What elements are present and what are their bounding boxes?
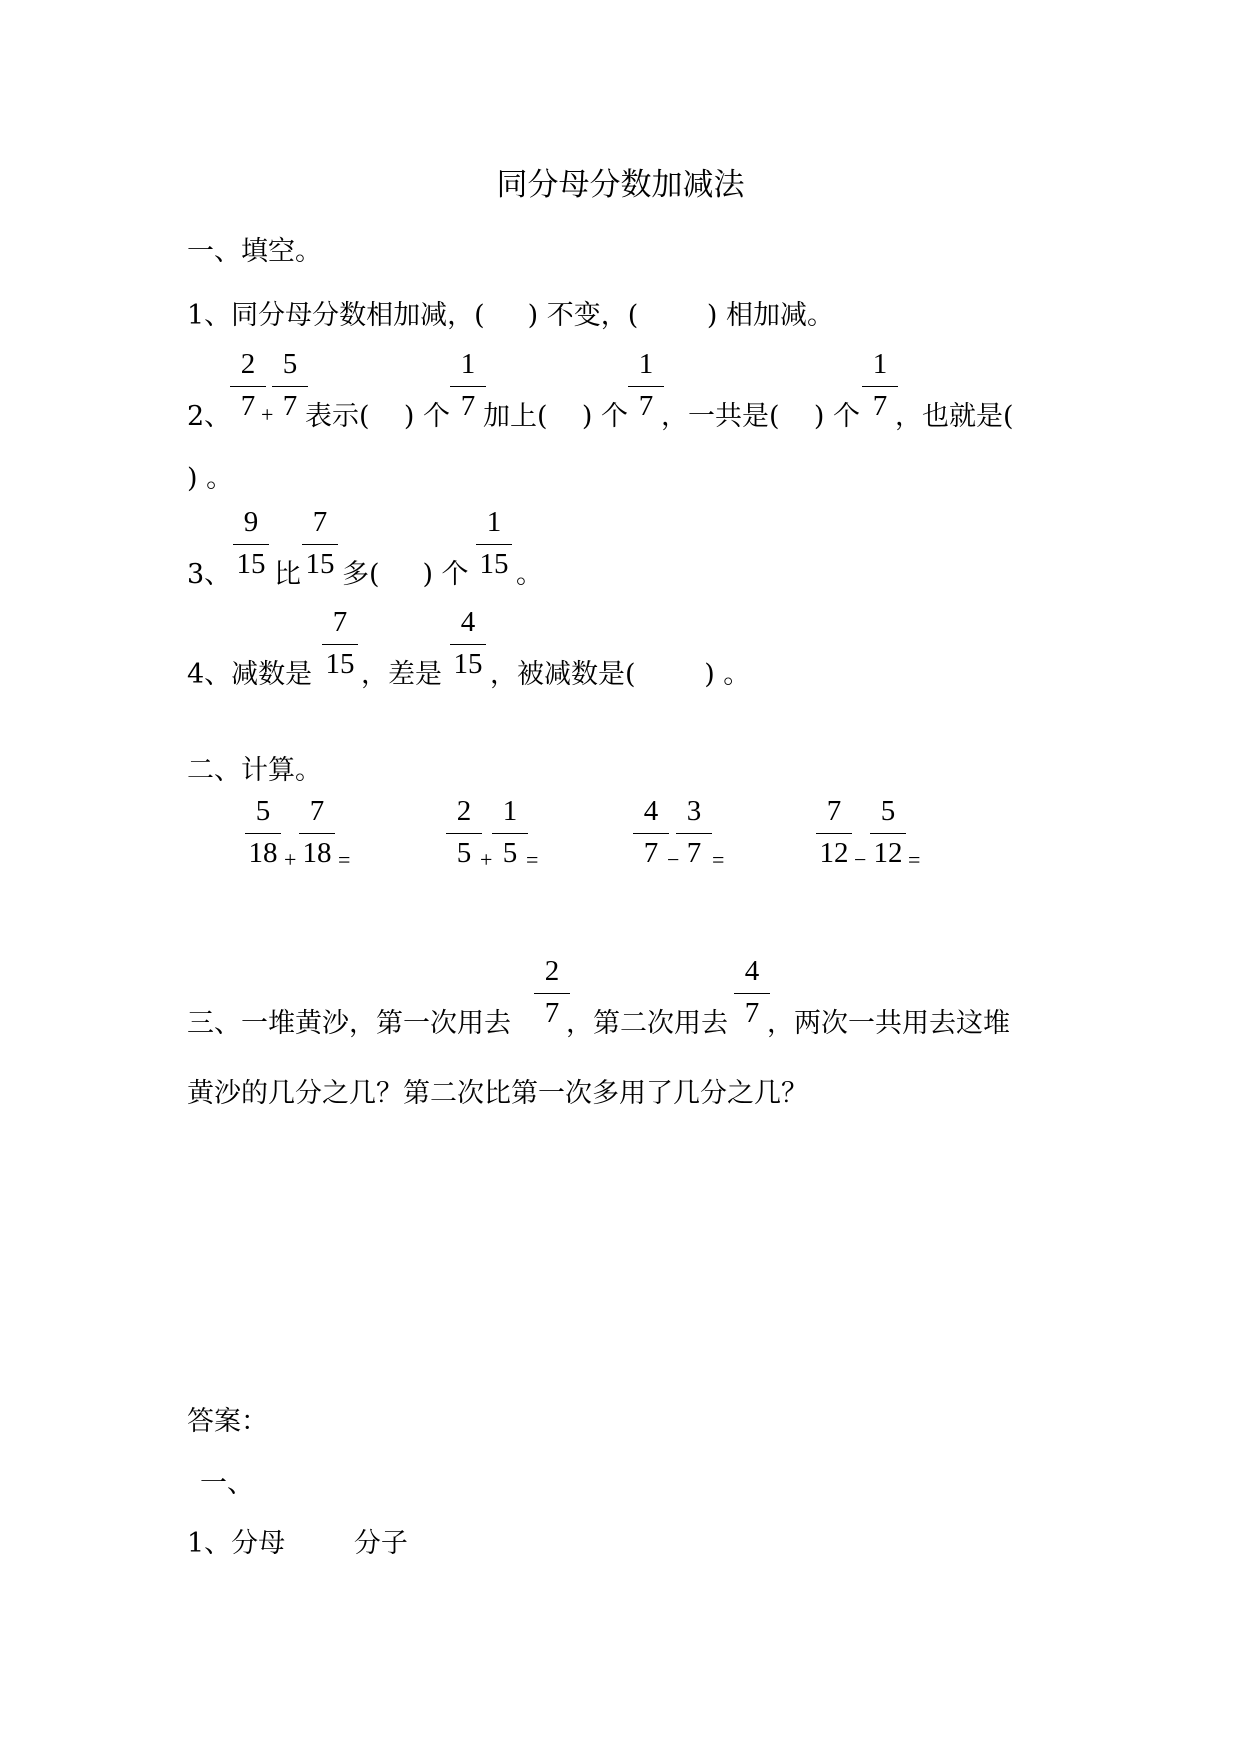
q2-tail: ) 。	[187, 463, 234, 494]
fraction-bar	[450, 386, 486, 387]
operator-sign: +	[284, 847, 297, 872]
s3-line-2: 黄沙的几分之几？第二次比第一次多用了几分之几？	[187, 1078, 808, 1109]
question-1: 1、同分母分数相加减，( ) 不变，( ) 相加减。	[187, 300, 835, 331]
s3-text-2: ，第二次用去	[566, 1008, 728, 1039]
denominator: 18	[248, 837, 278, 869]
denominator: 18	[302, 837, 332, 869]
numerator: 7	[312, 506, 328, 538]
numerator: 4	[460, 606, 476, 638]
fraction-bar	[628, 386, 664, 387]
s3-text-3: ，两次一共用去这堆	[767, 1008, 1010, 1039]
equals-sign: =	[712, 847, 725, 872]
fraction-bar	[534, 993, 570, 994]
numerator: 3	[686, 795, 702, 827]
denominator: 7	[744, 997, 760, 1029]
denominator: 15	[325, 648, 355, 680]
q4-text-1: 4、减数是	[187, 659, 313, 690]
section-heading-fill-blank: 一、填空。	[187, 236, 322, 267]
denominator: 7	[643, 837, 659, 869]
fraction-bar	[230, 386, 266, 387]
numerator: 5	[255, 795, 271, 827]
fraction-bar	[245, 833, 281, 834]
fraction-bar	[492, 833, 528, 834]
denominator: 7	[240, 390, 256, 422]
q3-text-1: 比	[274, 559, 301, 590]
numerator: 2	[456, 795, 472, 827]
numerator: 1	[872, 348, 888, 380]
denominator: 7	[686, 837, 702, 869]
fraction-bar	[734, 993, 770, 994]
denominator: 15	[479, 548, 509, 580]
section-heading-calculate: 二、计算。	[187, 755, 322, 786]
q2-text-4: ，也就是(	[895, 401, 1014, 432]
equals-sign: =	[908, 847, 921, 872]
numerator: 1	[486, 506, 502, 538]
q3-text-3: 。	[516, 559, 543, 590]
fraction-bar	[302, 544, 338, 545]
denominator: 7	[460, 390, 476, 422]
operator-sign: −	[854, 847, 867, 872]
denominator: 7	[282, 390, 298, 422]
numerator: 5	[282, 348, 298, 380]
q4-text-3: ，被减数是( ) 。	[490, 659, 751, 690]
numerator: 2	[544, 955, 560, 987]
answers-sub-heading: 一、	[200, 1468, 254, 1499]
numerator: 7	[309, 795, 325, 827]
q3-prefix: 3、	[187, 559, 232, 590]
q2-text-2: 加上( ) 个	[483, 401, 628, 432]
fraction-bar	[233, 544, 269, 545]
denominator: 15	[305, 548, 335, 580]
equals-sign: =	[338, 847, 351, 872]
numerator: 4	[744, 955, 760, 987]
numerator: 1	[638, 348, 654, 380]
numerator: 7	[332, 606, 348, 638]
denominator: 7	[544, 997, 560, 1029]
denominator: 5	[502, 837, 518, 869]
numerator: 7	[826, 795, 842, 827]
denominator: 12	[819, 837, 849, 869]
denominator: 7	[872, 390, 888, 422]
q4-text-2: ，差是	[361, 659, 442, 690]
fraction-bar	[446, 833, 482, 834]
operator-sign: −	[667, 847, 680, 872]
numerator: 4	[643, 795, 659, 827]
s3-text-1: 三、一堆黄沙，第一次用去	[187, 1008, 511, 1039]
denominator: 12	[873, 837, 903, 869]
page-title: 同分母分数加减法	[496, 167, 745, 203]
plus-sign: +	[261, 402, 274, 427]
fraction-bar	[476, 544, 512, 545]
numerator: 1	[502, 795, 518, 827]
answers-heading: 答案：	[187, 1406, 268, 1437]
fraction-bar	[299, 833, 335, 834]
numerator: 2	[240, 348, 256, 380]
q2-text-3: ，一共是( ) 个	[661, 401, 860, 432]
fraction-bar	[862, 386, 898, 387]
denominator: 15	[236, 548, 266, 580]
fraction-bar	[870, 833, 906, 834]
numerator: 9	[243, 506, 259, 538]
operator-sign: +	[480, 847, 493, 872]
fraction-bar	[676, 833, 712, 834]
equals-sign: =	[526, 847, 539, 872]
answer-1: 1、分母 分子	[187, 1528, 408, 1559]
fraction-bar	[272, 386, 308, 387]
fraction-bar	[633, 833, 669, 834]
fraction-bar	[816, 833, 852, 834]
q2-prefix: 2、	[187, 401, 232, 432]
q3-text-2: 多( ) 个	[342, 559, 469, 590]
denominator: 15	[453, 648, 483, 680]
fraction-bar	[322, 644, 358, 645]
numerator: 1	[460, 348, 476, 380]
denominator: 7	[638, 390, 654, 422]
fraction-bar	[450, 644, 486, 645]
q2-text-1: 表示( ) 个	[305, 401, 450, 432]
numerator: 5	[880, 795, 896, 827]
denominator: 5	[456, 837, 472, 869]
